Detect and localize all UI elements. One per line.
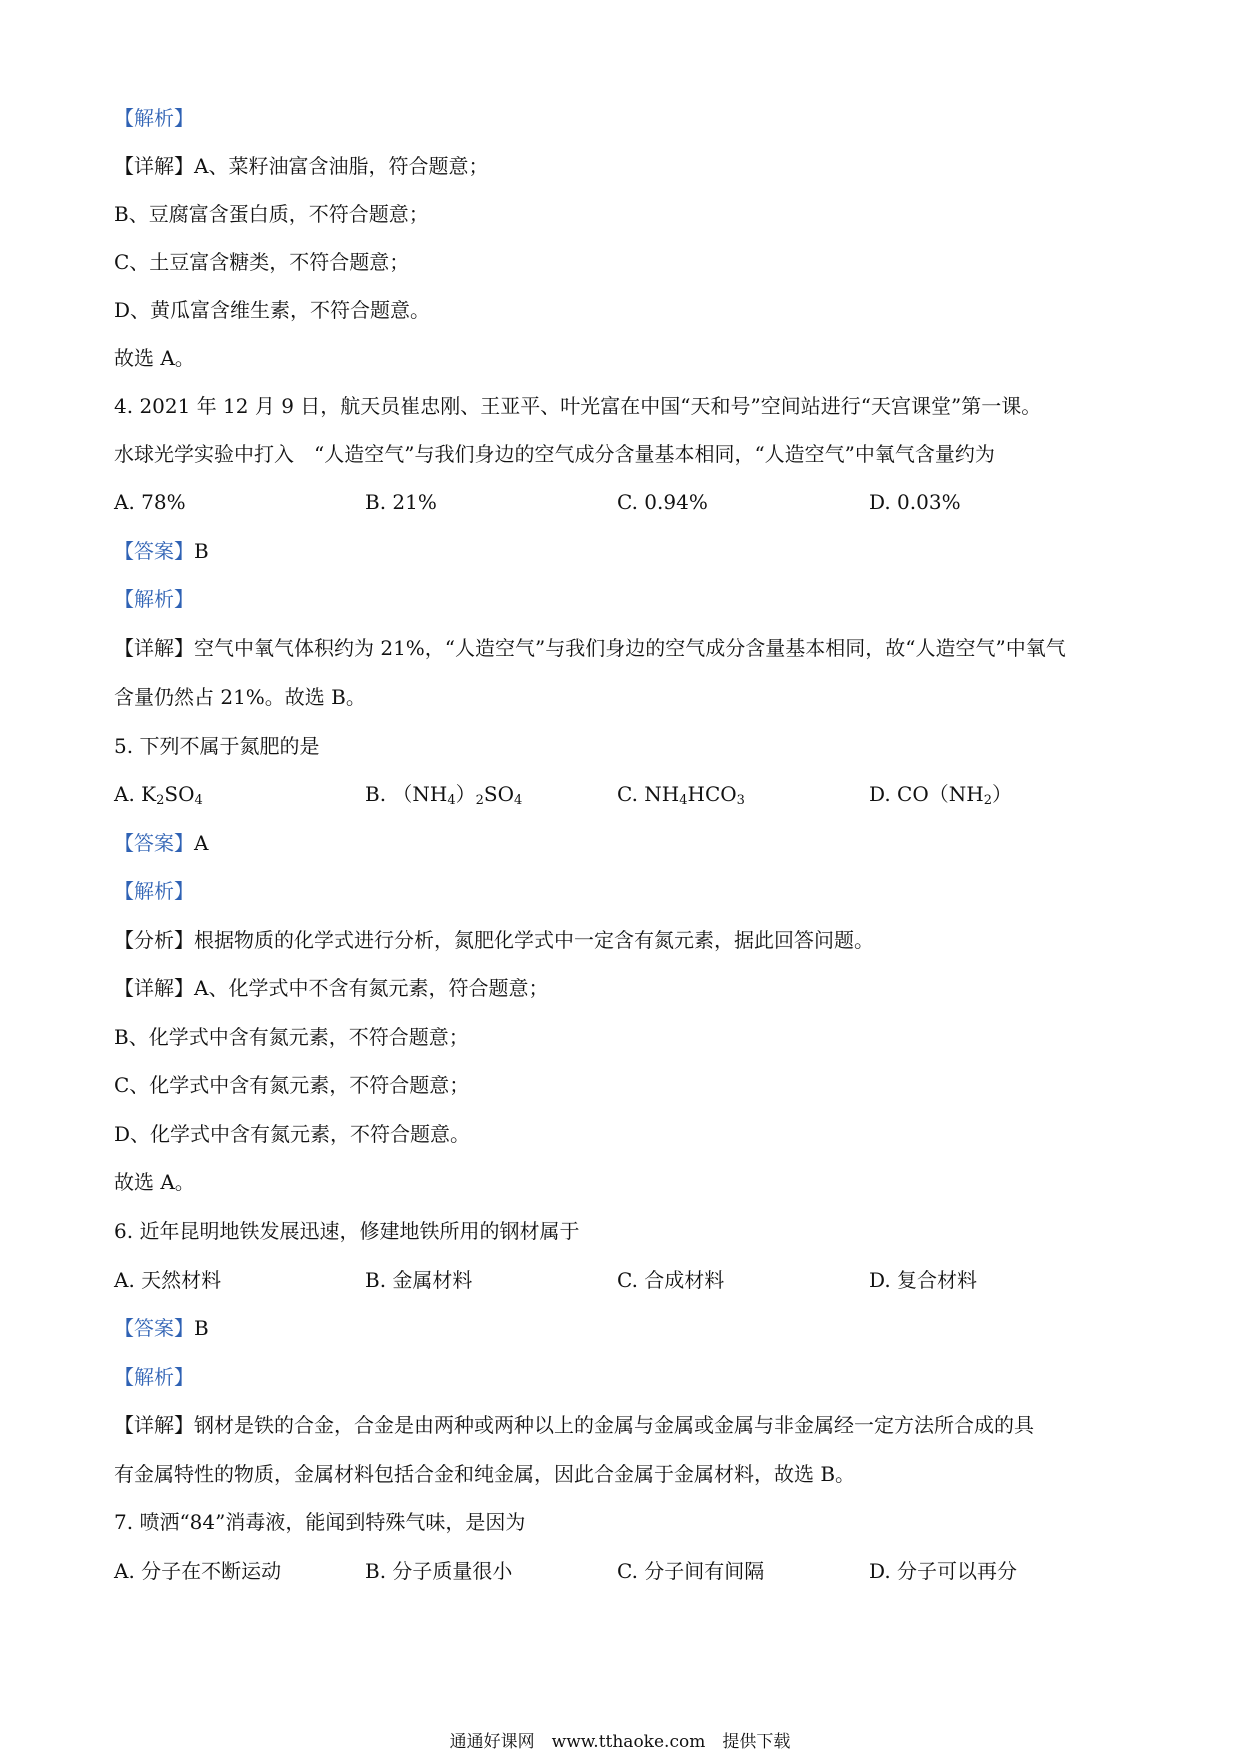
answer-value: B bbox=[194, 539, 209, 563]
q6-option-d: D. 复合材料 bbox=[869, 1268, 978, 1292]
q5-option-d: D. $CO(NH_2)$ bbox=[869, 782, 1012, 808]
q6-option-c: C. 合成材料 bbox=[617, 1268, 725, 1292]
detail-text: A、化学式中不含有氮元素，符合题意； bbox=[194, 976, 549, 1000]
q7-option-a: A. 分子在不断运动 bbox=[114, 1559, 282, 1583]
q6-answer bbox=[114, 1314, 209, 1342]
q5-detail-line-c: C、化学式中含有氮元素，不符合题意； bbox=[114, 1073, 470, 1097]
conclusion-line: 故选 A。 bbox=[114, 346, 195, 370]
q4-answer bbox=[114, 537, 209, 565]
q6-detail-line-2: 有金属特性的物质，金属材料包括合金和纯金属，因此合金属于金属材料，故选 B。 bbox=[114, 1462, 856, 1486]
detail-tag: 【详解】 bbox=[114, 636, 194, 660]
q6-option-a: A. 天然材料 bbox=[114, 1268, 222, 1292]
detail-line-b: B、豆腐富含蛋白质，不符合题意； bbox=[114, 202, 429, 226]
q5-analysis-line bbox=[114, 926, 874, 954]
q4-detail-line-2: 含量仍然占 21%。故选 B。 bbox=[114, 685, 366, 709]
detail-text: A、菜籽油富含油脂，符合题意； bbox=[194, 154, 489, 178]
q4-option-b: B. 21% bbox=[365, 490, 437, 514]
answer-value: A bbox=[194, 831, 209, 855]
q4-stem-line-2: 水球光学实验中打入 “人造空气”与我们身边的空气成分含量基本相同，“人造空气”中氧气含量约为 bbox=[114, 442, 995, 466]
q6-detail-line-1 bbox=[114, 1411, 1034, 1439]
answer-tag: 【答案】 bbox=[114, 831, 194, 855]
detail-tag: 【详解】 bbox=[114, 154, 194, 178]
q5-option-c: C. $NH_4HCO_3$ bbox=[617, 782, 745, 808]
detail-line-d: D、黄瓜富含维生素，不符合题意。 bbox=[114, 298, 431, 322]
page-footer: 通通好课网 www.tthaoke.com 提供下载 bbox=[449, 1732, 791, 1752]
detail-line-c: C、土豆富含糖类，不符合题意； bbox=[114, 250, 410, 274]
analysis-heading: 【解析】 bbox=[114, 106, 194, 130]
q5-detail-line-a bbox=[114, 974, 548, 1002]
q4-analysis-heading: 【解析】 bbox=[114, 587, 194, 611]
detail-text: 空气中氧气体积约为 21%，“人造空气”与我们身边的空气成分含量基本相同，故“人造空气”中氧气 bbox=[194, 636, 1066, 660]
q7-option-c: C. 分子间有间隔 bbox=[617, 1559, 765, 1583]
detail-line bbox=[114, 152, 488, 180]
detail-tag: 【详解】 bbox=[114, 976, 194, 1000]
q5-stem: 5. 下列不属于氮肥的是 bbox=[114, 734, 320, 758]
q5-conclusion: 故选 A。 bbox=[114, 1170, 195, 1194]
detail-tag: 【详解】 bbox=[114, 1413, 194, 1437]
q7-option-d: D. 分子可以再分 bbox=[869, 1559, 1018, 1583]
q5-answer bbox=[114, 829, 208, 857]
answer-tag: 【答案】 bbox=[114, 1316, 194, 1340]
q7-stem: 7. 喷洒“84”消毒液，能闻到特殊气味，是因为 bbox=[114, 1510, 526, 1534]
q4-option-a: A. 78% bbox=[114, 490, 186, 514]
q5-analysis-heading: 【解析】 bbox=[114, 879, 194, 903]
answer-tag: 【答案】 bbox=[114, 539, 194, 563]
detail-text: 钢材是铁的合金，合金是由两种或两种以上的金属与金属或金属与非金属经一定方法所合成的具 bbox=[194, 1413, 1034, 1437]
q4-detail-line-1 bbox=[114, 634, 1066, 662]
q5-option-a: A. $K_2SO_4$ bbox=[114, 782, 203, 808]
q6-stem: 6. 近年昆明地铁发展迅速，修建地铁所用的钢材属于 bbox=[114, 1219, 580, 1243]
q7-option-b: B. 分子质量很小 bbox=[365, 1559, 513, 1583]
q4-stem-line-1: 4. 2021 年 12 月 9 日，航天员崔忠刚、王亚平、叶光富在中国“天和号”空间站进行“天宫课堂”第一课。 bbox=[114, 394, 1042, 418]
q6-analysis-heading: 【解析】 bbox=[114, 1365, 194, 1389]
q5-option-b: B. $(NH_4)_2SO_4$ bbox=[365, 782, 523, 808]
q5-detail-line-d: D、化学式中含有氮元素，不符合题意。 bbox=[114, 1122, 471, 1146]
analysis-tag: 【分析】 bbox=[114, 928, 194, 952]
q4-option-d: D. 0.03% bbox=[869, 490, 961, 514]
q5-detail-line-b: B、化学式中含有氮元素，不符合题意； bbox=[114, 1025, 469, 1049]
answer-value: B bbox=[194, 1316, 209, 1340]
q6-option-b: B. 金属材料 bbox=[365, 1268, 473, 1292]
analysis-text: 根据物质的化学式进行分析，氮肥化学式中一定含有氮元素，据此回答问题。 bbox=[194, 928, 874, 952]
q4-option-c: C. 0.94% bbox=[617, 490, 708, 514]
